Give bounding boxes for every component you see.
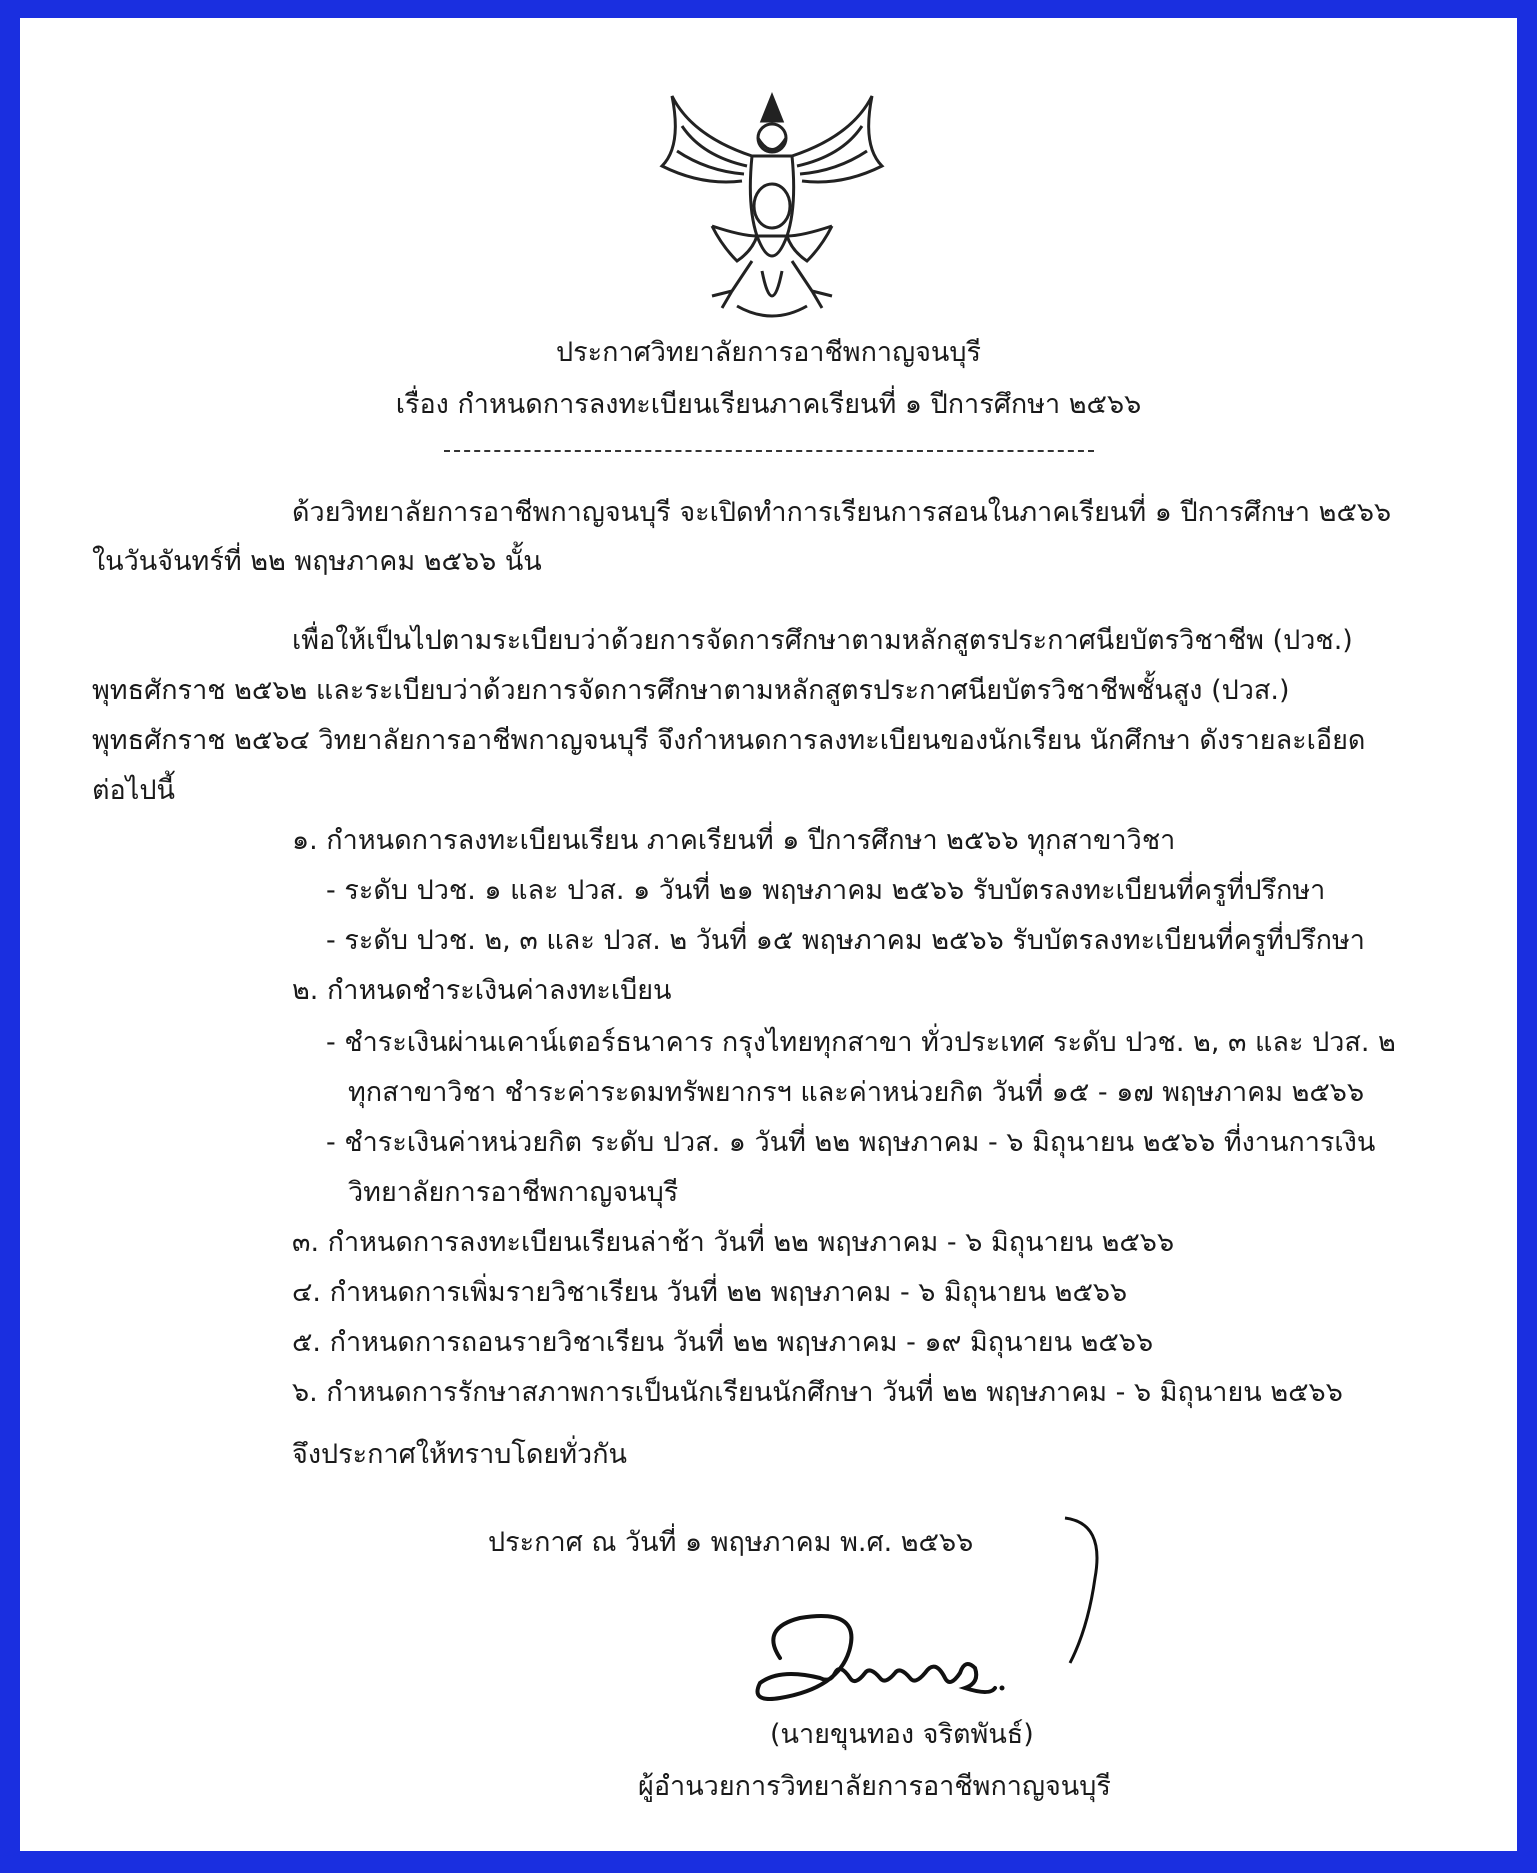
separator-line xyxy=(444,450,1094,452)
list-item-2-sub-b-line-2: วิทยาลัยการอาชีพกาญจนบุรี xyxy=(348,1177,679,1208)
list-item-1-sub-a: - ระดับ ปวช. ๑ และ ปวส. ๑ วันที่ ๒๑ พฤษภาคม ๒๕๖๖ รับบัตรลงทะเบียนที่ครูที่ปรึกษา xyxy=(326,875,1326,906)
intro-paragraph-2-line-2: พุทธศักราช ๒๕๖๒ และระเบียบว่าด้วยการจัดการศึกษาตามหลักสูตรประกาศนียบัตรวิชาชีพชั้นสูง (ปวส.) xyxy=(92,675,1290,706)
signer-name: (นายขุนทอง จริตพันธ์) xyxy=(770,1719,1034,1750)
announcement-date: ประกาศ ณ วันที่ ๑ พฤษภาคม พ.ศ. ๒๕๖๖ xyxy=(488,1527,974,1558)
announcement-title: ประกาศวิทยาลัยการอาชีพกาญจนบุรี xyxy=(555,337,982,368)
signature-curve xyxy=(1060,1508,1110,1668)
intro-paragraph-2-line-3: พุทธศักราช ๒๕๖๔ วิทยาลัยการอาชีพกาญจนบุรี จึงกำหนดการลงทะเบียนของนักเรียน นักศึกษา ดังรายละเอียด xyxy=(92,725,1366,756)
intro-paragraph-1-line-1: ด้วยวิทยาลัยการอาชีพกาญจนบุรี จะเปิดทำการเรียนการสอนในภาคเรียนที่ ๑ ปีการศึกษา ๒๕๖๖ xyxy=(292,497,1392,528)
list-item-5: ๕. กำหนดการถอนรายวิชาเรียน วันที่ ๒๒ พฤษภาคม - ๑๙ มิถุนายน ๒๕๖๖ xyxy=(292,1327,1154,1358)
intro-paragraph-2-line-1: เพื่อให้เป็นไปตามระเบียบว่าด้วยการจัดการศึกษาตามหลักสูตรประกาศนียบัตรวิชาชีพ (ปวช.) xyxy=(292,625,1353,656)
list-item-1: ๑. กำหนดการลงทะเบียนเรียน ภาคเรียนที่ ๑ ปีการศึกษา ๒๕๖๖ ทุกสาขาวิชา xyxy=(292,825,1176,856)
signature xyxy=(740,1588,1060,1718)
list-item-3: ๓. กำหนดการลงทะเบียนเรียนล่าช้า วันที่ ๒๒ พฤษภาคม - ๖ มิถุนายน ๒๕๖๖ xyxy=(292,1227,1175,1258)
list-item-6: ๖. กำหนดการรักษาสภาพการเป็นนักเรียนนักศึกษา วันที่ ๒๒ พฤษภาคม - ๖ มิถุนายน ๒๕๖๖ xyxy=(292,1377,1343,1408)
list-item-2-sub-a-line-2: ทุกสาขาวิชา ชำระค่าระดมทรัพยากรฯ และค่าหน่วยกิต วันที่ ๑๕ - ๑๗ พฤษภาคม ๒๕๖๖ xyxy=(348,1077,1365,1108)
list-item-1-sub-b: - ระดับ ปวช. ๒, ๓ และ ปวส. ๒ วันที่ ๑๕ พฤษภาคม ๒๕๖๖ รับบัตรลงทะเบียนที่ครูที่ปรึกษา xyxy=(326,925,1365,956)
list-item-2-sub-a-line-1: - ชำระเงินผ่านเคาน์เตอร์ธนาคาร กรุงไทยทุกสาขา ทั่วประเทศ ระดับ ปวช. ๒, ๓ และ ปวส. ๒ xyxy=(326,1027,1396,1058)
list-item-2-sub-b-line-1: - ชำระเงินค่าหน่วยกิต ระดับ ปวส. ๑ วันที่ ๒๒ พฤษภาคม - ๖ มิถุนายน ๒๕๖๖ ที่งานการเงิน xyxy=(326,1127,1376,1158)
closing-statement: จึงประกาศให้ทราบโดยทั่วกัน xyxy=(292,1439,627,1470)
intro-paragraph-2-line-4: ต่อไปนี้ xyxy=(92,775,175,806)
garuda-emblem-icon xyxy=(652,76,892,336)
list-item-2: ๒. กำหนดชำระเงินค่าลงทะเบียน xyxy=(292,975,672,1006)
intro-paragraph-1-line-2: ในวันจันทร์ที่ ๒๒ พฤษภาคม ๒๕๖๖ นั้น xyxy=(92,546,542,577)
signer-position: ผู้อำนวยการวิทยาลัยการอาชีพกาญจนบุรี xyxy=(638,1771,1111,1802)
list-item-4: ๔. กำหนดการเพิ่มรายวิชาเรียน วันที่ ๒๒ พฤษภาคม - ๖ มิถุนายน ๒๕๖๖ xyxy=(292,1277,1128,1308)
announcement-subject: เรื่อง กำหนดการลงทะเบียนเรียนภาคเรียนที่ ๑ ปีการศึกษา ๒๕๖๖ xyxy=(395,389,1142,420)
document-page xyxy=(20,18,1517,1851)
